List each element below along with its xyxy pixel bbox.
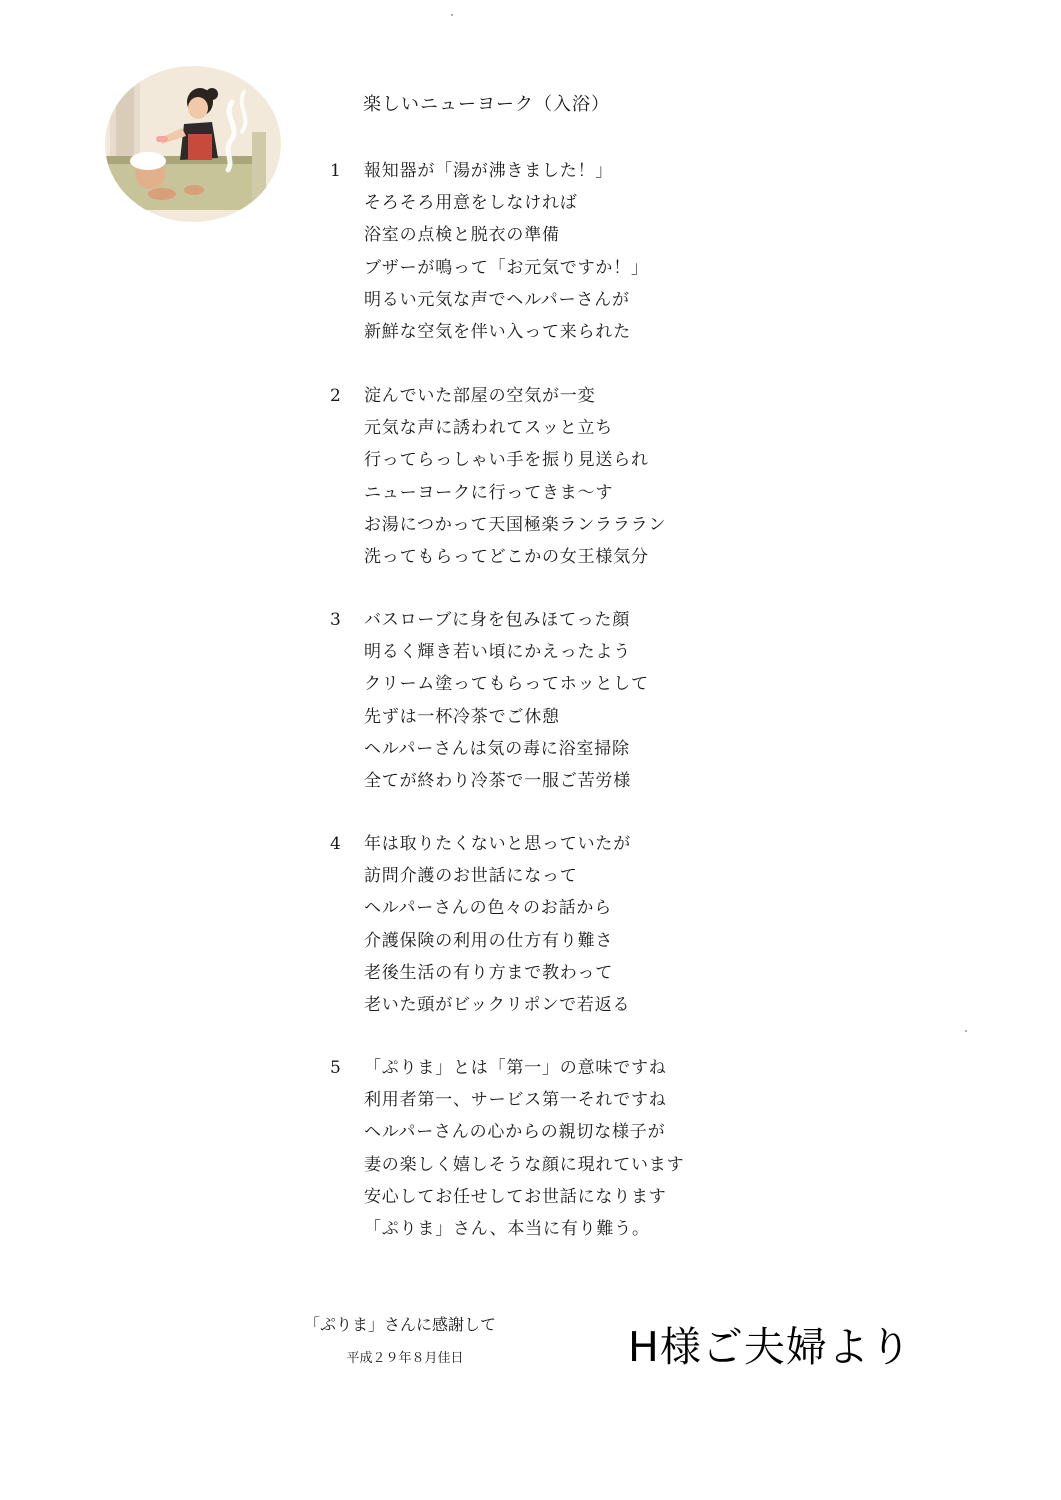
stanza-line: 元気な声に誘われてスッと立ち <box>364 418 614 439</box>
stanza-line: 妻の楽しく嬉しそうな顔に現れています <box>364 1154 685 1175</box>
stanza-line: 安心してお任せしてお世話になります <box>364 1186 667 1207</box>
stanza-line: 「ぷりま」とは「第一」の意味ですね <box>364 1058 667 1078</box>
stanza-number: 5 <box>330 1058 341 1078</box>
stanza-lines <box>364 380 666 573</box>
stanza-lines <box>364 1052 684 1245</box>
stanza-line: 洗ってもらってどこかの女王様気分 <box>364 547 649 568</box>
stanza-line: 先ずは一杯冷茶でご休憩 <box>364 706 560 727</box>
stanza-line: ヘルパーさんの色々のお話から <box>364 898 613 919</box>
stanza-lines <box>364 828 631 1021</box>
stanza-line: そろそろ用意をしなければ <box>364 193 578 214</box>
stanza-line: クリーム塗ってもらってホッとして <box>364 674 649 695</box>
stanza-line: 訪問介護のお世話になって <box>364 866 578 887</box>
stanza-line: 淀んでいた部屋の空気が一変 <box>364 386 596 406</box>
stanza-lines <box>364 155 649 348</box>
stanza-line: バスローブに身を包みほてった顔 <box>364 610 631 630</box>
stanza-line: 介護保険の利用の仕方有り難さ <box>364 930 614 951</box>
stanza-number: 3 <box>330 610 341 630</box>
stanza-line: 新鮮な空気を伴い入って来られた <box>364 322 631 343</box>
stanza-line: 利用者第一、サービス第一それですね <box>364 1090 667 1111</box>
stanza-line: お湯につかって天国極楽ランラララン <box>364 514 667 535</box>
stanza-line: ヘルパーさんの心からの親切な様子が <box>364 1122 666 1143</box>
stanza-line: 年は取りたくないと思っていたが <box>364 834 631 854</box>
stanza-line: 行ってらっしゃい手を振り見送られ <box>364 450 649 471</box>
bath-care-illustration-icon <box>102 62 284 224</box>
stanza-number: 4 <box>330 834 341 854</box>
scan-speck <box>965 1030 967 1032</box>
scan-speck <box>451 14 453 16</box>
stanza-line: ブザーが鳴って「お元気ですか！」 <box>364 257 649 278</box>
stanza-lines <box>364 604 649 797</box>
stanza-line: ヘルパーさんは気の毒に浴室掃除 <box>364 738 630 759</box>
stanza-line: 老後生活の有り方まで教わって <box>364 962 614 983</box>
stanza-line: 明るい元気な声でヘルパーさんが <box>364 289 630 310</box>
closing-dedication: 「ぷりま」さんに感謝して <box>303 1315 496 1334</box>
stanza-line: 老いた頭がビックリポンで若返る <box>364 995 631 1016</box>
stanza-line: 浴室の点検と脱衣の準備 <box>364 225 560 246</box>
stanza-line: ニューヨークに行ってきま〜す <box>364 482 614 503</box>
poem-title: 楽しいニューヨーク（入浴） <box>363 94 610 115</box>
signature: H様ご夫婦より <box>628 1323 912 1371</box>
stanza-line: 全てが終わり冷茶で一服ご苦労様 <box>364 771 631 792</box>
date-line: 平成２９年８月佳日 <box>346 1351 464 1366</box>
stanza-number: 1 <box>330 161 341 181</box>
stanza-line: 報知器が「湯が沸きました！」 <box>364 161 614 181</box>
stanza-line: 「ぷりま」さん、本当に有り難う。 <box>364 1219 650 1240</box>
stanza-number: 2 <box>330 386 341 406</box>
stanza-line: 明るく輝き若い頃にかえったよう <box>364 642 631 663</box>
